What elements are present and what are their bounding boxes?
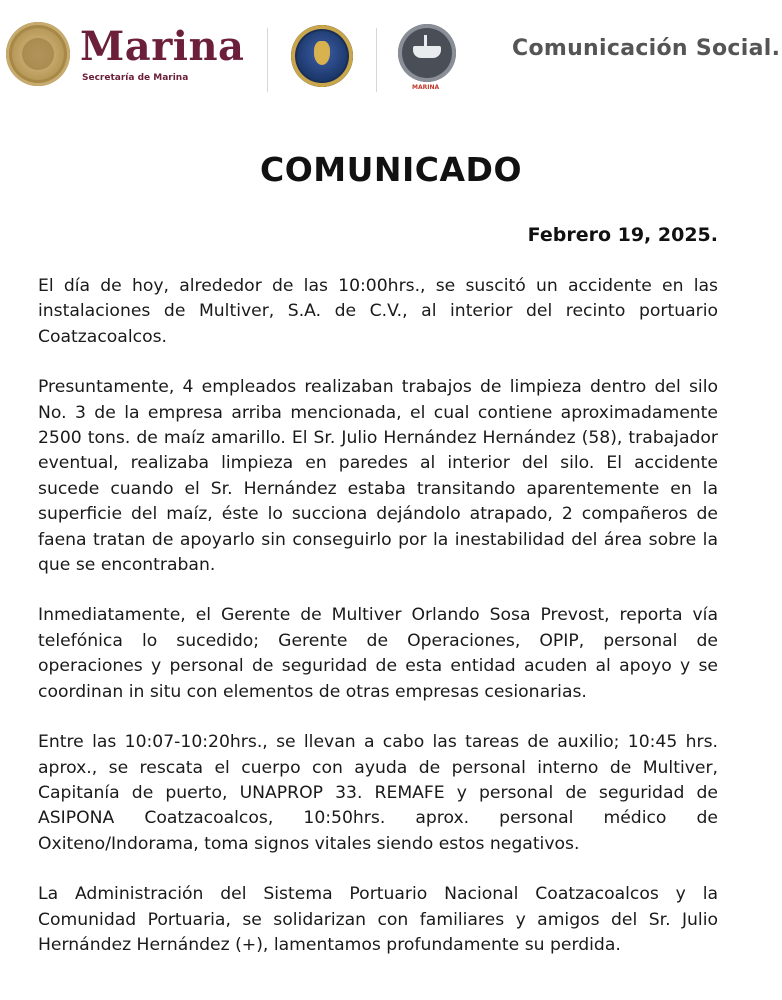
brand-name: Marina xyxy=(80,23,245,70)
navy-emblem-icon xyxy=(291,25,353,87)
mexico-coat-of-arms-seal-icon xyxy=(6,22,70,86)
paragraph: Entre las 10:07-10:20hrs., se llevan a cabo las tareas de auxilio; 10:45 hrs. aprox., se rescata el cuerpo con ayuda de personal interno de Multiver, Capitanía de puerto, UNAPROP 33. REMAFE y personal de seguridad de ASIPONA Coatzacoalcos, 10:50hrs. aprox. personal médico de Oxiteno/Indorama, toma signos vitales siendo estos negativos. xyxy=(38,732,718,854)
header-divider xyxy=(267,28,268,92)
port-authority-emblem-icon xyxy=(398,24,456,82)
letterhead xyxy=(0,0,782,110)
brand-subtitle: Secretaría de Marina xyxy=(82,73,189,83)
document-date: Febrero 19, 2025. xyxy=(527,224,718,246)
document-body xyxy=(38,274,718,983)
paragraph: Presuntamente, 4 empleados realizaban trabajos de limpieza dentro del silo No. 3 de la empresa arriba mencionada, el cual contiene aproximadamente 2500 tons. de maíz amarillo. El Sr. Julio Hernández Hernández (58), trabajador eventual, realizaba limpieza en paredes al interior del silo. El accidente sucede cuando el Sr. Hernández estaba transitando aparentemente en la superficie del maíz, éste lo succiona dejándolo atrapado, 2 compañeros de faena tratan de apoyarlo sin conseguirlo por la inestabilidad del área sobre la que se encontraban. xyxy=(38,377,718,576)
port-emblem-label: MARINA xyxy=(412,84,440,91)
header-divider xyxy=(376,28,377,92)
paragraph: Inmediatamente, el Gerente de Multiver Orlando Sosa Prevost, reporta vía telefónica lo sucedido; Gerente de Operaciones, OPIP, personal de operaciones y personal de seguridad de esta entidad acuden al apoyo y se coordinan in situ con elementos de otras empresas cesionarias. xyxy=(38,605,718,702)
paragraph: El día de hoy, alrededor de las 10:00hrs., se suscitó un accidente en las instalaciones de Multiver, S.A. de C.V., al interior del recinto portuario Coatzacoalcos. xyxy=(38,276,718,347)
document-title: COMUNICADO xyxy=(259,150,522,189)
paragraph: La Administración del Sistema Portuario Nacional Coatzacoalcos y la Comunidad Portuaria, se solidarizan con familiares y amigos del Sr. Julio Hernández Hernández (+), lamentamos profundamente su perdida. xyxy=(38,884,718,955)
department-name: Comunicación Social. xyxy=(512,36,781,61)
